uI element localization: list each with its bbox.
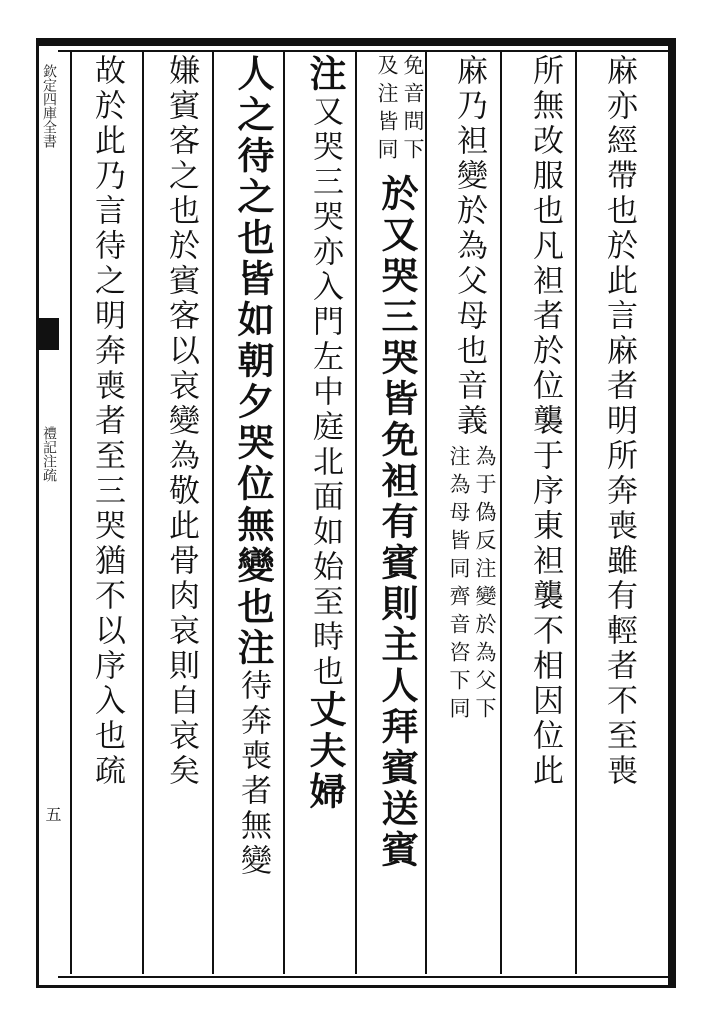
column-text: 所無改服也凡袒者於位襲于序東袒襲不相因位此 bbox=[527, 54, 563, 789]
text-column-8 bbox=[84, 54, 134, 974]
column-text: 嫌賓客之也於賓客以哀變為敬此骨肉哀則自哀矣 bbox=[163, 54, 199, 789]
column-rule bbox=[355, 50, 357, 974]
text-column-7 bbox=[158, 54, 208, 974]
column-note-text: 又哭三哭亦入門左中庭北面如始至時也 bbox=[307, 95, 343, 690]
column-annotation bbox=[374, 54, 424, 166]
text-column-5 bbox=[302, 54, 352, 974]
column-rule bbox=[425, 50, 427, 974]
annotation-left: 注為母皆同齊音咨下同 bbox=[447, 445, 471, 725]
frame-border-right bbox=[668, 38, 676, 988]
column-rule bbox=[575, 50, 577, 974]
frame-border-bottom bbox=[36, 985, 676, 988]
annotation-right: 免音問下 bbox=[401, 54, 425, 166]
margin-head-text: 欽定四庫全書 bbox=[41, 64, 57, 148]
frame-inner-top bbox=[58, 50, 672, 52]
column-text: 麻亦經帶也於此言麻者明所奔喪雖有輕者不至喪 bbox=[601, 54, 637, 789]
text-column-3 bbox=[446, 54, 496, 974]
column-rule bbox=[70, 50, 72, 974]
margin-strip bbox=[39, 46, 62, 985]
column-main-text: 麻乃袒變於為父母也音義 bbox=[451, 54, 487, 439]
margin-page-number: 五 bbox=[43, 806, 62, 822]
text-column-1 bbox=[596, 54, 646, 974]
column-main-text: 丈夫婦 bbox=[303, 690, 347, 813]
frame-border-top bbox=[36, 38, 676, 46]
margin-book-title: 禮記注疏 bbox=[41, 426, 57, 482]
fish-tail-mark bbox=[39, 318, 59, 350]
text-column-4 bbox=[374, 54, 424, 974]
column-rule bbox=[283, 50, 285, 974]
column-rule bbox=[212, 50, 214, 974]
column-rule bbox=[142, 50, 144, 974]
column-text: 故於此乃言待之明奔喪者至三哭猶不以序入也疏 bbox=[89, 54, 125, 789]
text-column-6 bbox=[230, 54, 280, 974]
column-main-text: 人之待之也皆如朝夕哭位無變也注 bbox=[231, 54, 275, 669]
column-annotation bbox=[446, 445, 496, 725]
text-column-2 bbox=[522, 54, 572, 974]
column-note-text: 待奔喪者無變 bbox=[235, 669, 271, 879]
column-rule bbox=[500, 50, 502, 974]
note-marker: 注 bbox=[303, 54, 347, 95]
frame-inner-bottom bbox=[58, 976, 672, 978]
column-main-text: 於又哭三哭皆免袒有賓則主人拜賓送賓 bbox=[375, 174, 419, 871]
annotation-right: 為于偽反注變於為父下 bbox=[473, 445, 497, 725]
annotation-left: 及注皆同 bbox=[375, 54, 399, 166]
